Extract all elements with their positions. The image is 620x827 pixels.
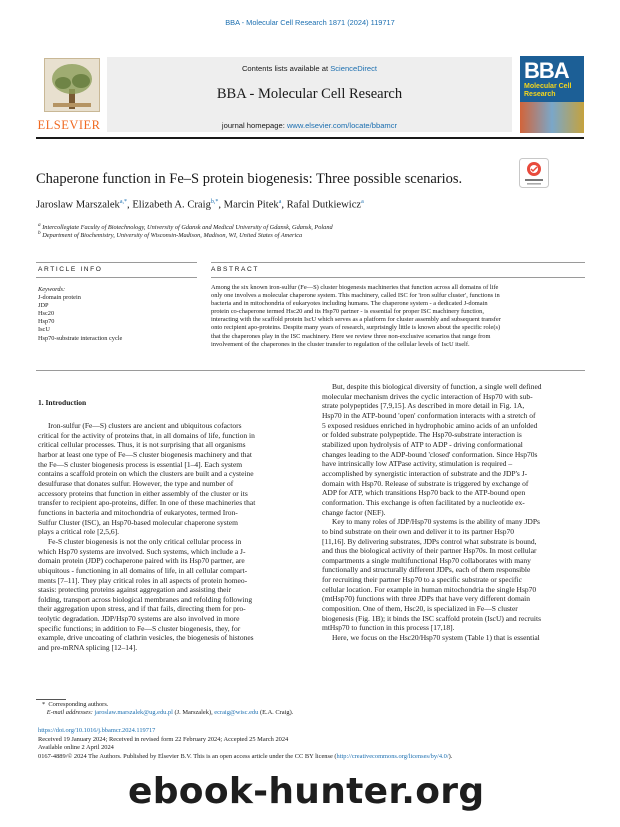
available-online: Available online 2 April 2024 <box>38 744 114 752</box>
body-text-line: composition. One of them, Hsc20, is specialized in Fe—S cluster <box>322 604 518 614</box>
email-owner: (J. Marszalek), <box>174 709 213 717</box>
abstract-text <box>211 284 585 349</box>
corresponding-note: Corresponding authors. <box>48 701 109 708</box>
publication-info <box>38 727 452 761</box>
body-text-line: the Fe—S cluster biogenesis process is essential [1–4]. Each system <box>38 459 243 469</box>
section-heading-introduction: 1. Introduction <box>38 398 87 407</box>
article-info-rule <box>36 277 197 278</box>
journal-cover-image[interactable] <box>520 56 584 133</box>
abstract-line: involvement of the chaperones in the cluster transfer to regulation of the cellular levels of IscU itself. <box>211 340 470 348</box>
author-name: Marcin Pitek <box>223 199 279 211</box>
body-text-line: critical cellular processes. Thus, it is not surprising that all organisms <box>38 440 246 450</box>
body-text-line: transfer to recipient apo-proteins, differ. In one of these machineries that <box>38 498 256 508</box>
body-text-line: functions in bacteria and mitochondria of eukaryotes, termed Iron- <box>38 507 238 517</box>
body-left-column <box>38 421 300 653</box>
body-text-line: harbor at least one type of Fe—S cluster biogenesis machinery and that <box>38 449 252 459</box>
body-text-line: 5 exposed residues enriched in hydrophobic amino acids of an unfolded <box>322 420 538 430</box>
body-text-line: and pre-mRNA splicing [12–14]. <box>38 643 138 653</box>
body-text-line: domain with Hsp70. Release of substrate is triggered by exchange of <box>322 478 529 488</box>
author-affil-sup[interactable]: a <box>361 199 364 205</box>
affiliation-b <box>38 230 302 239</box>
body-text-line: for recruiting their partner Hsp70 to a specific substrate or specific <box>322 575 522 585</box>
article-info-label: ARTICLE INFO <box>38 266 103 273</box>
body-text-line: plays a critical role [2,5,6]. <box>38 527 120 537</box>
footnotes: * Corresponding authors. E-mail addresses: jaroslaw.marszalek@ug.edu.pl (J. Marszalek), ecraig@wisc.edu (E.A. Craig). <box>42 701 294 717</box>
body-text-line: change factor (NEF). <box>322 507 386 517</box>
keywords-block <box>38 286 122 343</box>
header-rule <box>36 137 584 139</box>
body-text-line: example, drive uncoating of clathrin vesicles, the biogenesis of histones <box>38 633 254 643</box>
body-text-line: biogenesis (Fig. 1B); it binds the ISC scaffold protein (IscU) and recruits <box>322 613 541 623</box>
abstract-label: ABSTRACT <box>211 266 259 273</box>
body-text-line: to bind substrate on their own and deliver it to its partner Hsp70 <box>322 526 515 536</box>
body-text-line: teolytic degradation. JDP/Hsp70 systems are also involved in more <box>38 614 240 624</box>
body-text-line: Fe-S cluster biogenesis is not the only critical cellular process in <box>48 536 242 546</box>
doi-link[interactable]: https://doi.org/10.1016/j.bbamcr.2024.119717 <box>38 727 156 734</box>
body-text-line: folding, transport across biological membranes and refolding following <box>38 594 253 604</box>
journal-title: BBA - Molecular Cell Research <box>216 86 403 102</box>
check-for-updates-icon <box>519 158 549 188</box>
keyword: Hsc20 <box>38 310 55 318</box>
body-text-line: Sulfur Cluster (ISC), an Hsp70-based molecular chaperone system <box>38 517 238 527</box>
keyword: J-domain protein <box>38 294 81 302</box>
abstract-line: that the chaperones play in the ISC machinery. Here we review three non-exclusive scenarios that range from <box>211 332 491 340</box>
received-dates: Received 19 January 2024; Received in revised form 22 February 2024; Accepted 25 March 2024 <box>38 735 289 743</box>
body-text-line: cellular location. For example in human mitochondria the single Hsp70 <box>322 584 537 594</box>
affiliation-sup: a <box>38 222 41 228</box>
elsevier-tree-logo-icon <box>44 58 100 112</box>
keyword: Hsp70 <box>38 318 55 326</box>
contents-prefix: Contents lists available at <box>241 64 329 73</box>
author-list: Jaroslaw Marszalek$^{a,*}$, Elizabeth A. Craig$^{b,*}$, Marcin Pitek$^a$, Rafal Dutkiewicz$^a$ <box>36 199 364 211</box>
body-text-line: critical for the activity of proteins that, in all domains of life, function in <box>38 430 255 440</box>
body-text-line: Here, we focus on the Hsc20/Hsp70 system (Table 1) that is essential <box>332 633 540 643</box>
watermark-text: ebook-hunter.org <box>128 771 485 812</box>
cover-subtitle: Molecular Cell Research <box>524 83 572 98</box>
body-text-line: mtHsp70 to function in this process [17,18]. <box>322 623 455 633</box>
homepage-prefix: journal homepage: <box>221 121 285 130</box>
author-affil-sup[interactable]: a,* <box>119 199 128 205</box>
abstract-line: onto recipient apo-proteins. Despite many years of research, surprisingly little is known about the specific role(s) <box>211 324 501 332</box>
body-text-line: and thus the biological activity of their partner Hsp70s. In most cellular <box>322 546 537 556</box>
abstract-rule-top <box>211 262 585 263</box>
contents-line <box>107 64 512 73</box>
author-affil-sup[interactable]: a <box>278 199 282 205</box>
body-text-line: [11,16]. By delivering substrates, JDPs control what substrate is bound, <box>322 536 537 546</box>
license-line <box>38 753 452 762</box>
keyword: JDP <box>38 302 49 310</box>
homepage-line <box>107 121 512 130</box>
body-text-line: ments [7–11]. They play critical roles in all aspects of protein homeo- <box>38 575 248 585</box>
cover-title: BBA <box>524 58 569 83</box>
body-text-line: But, despite this biological diversity of function, a single well defined <box>332 382 542 391</box>
abstract-line: interacting with the scaffold protein IscU which serves as a platform for cluster assembly and subsequent transfer <box>211 316 501 324</box>
body-text-line: their aggregation upon stress, and if that fails, directing them for pro- <box>38 604 246 614</box>
sciencedirect-link[interactable]: ScienceDirect <box>330 64 378 73</box>
body-text-line: strate polypeptides [7,9,15]. As described in more detail in Fig. 1A, <box>322 401 525 411</box>
email-link-marszalek[interactable]: jaroslaw.marszalek@ug.edu.pl <box>94 709 173 717</box>
affiliation-sup: b <box>38 230 41 236</box>
body-text-line: functionally and structurally different JDPs, each of them responsible <box>322 565 531 575</box>
email-label: E-mail addresses: <box>46 709 93 717</box>
keywords-label: Keywords: <box>38 286 66 293</box>
body-text-line: contains a scaffold protein on which the clusters are built and a cysteine <box>38 469 254 479</box>
license-suffix: ). <box>448 752 453 760</box>
keyword: Hsp70-substrate interaction cycle <box>38 334 123 342</box>
license-text: 0167-4889/© 2024 The Authors. Published by Elsevier B.V. This is an open access article under the CC BY license ( <box>38 752 337 760</box>
body-text-line: molecular mechanism drives the cyclic interaction of Hsp70 with sub- <box>322 391 533 401</box>
article-info-rule-top <box>36 262 197 263</box>
body-text-line: accessory proteins that function in either assembly of the cluster or its <box>38 488 248 498</box>
author-name: Elizabeth A. Craig <box>132 199 211 211</box>
author-affil-sup[interactable]: b,* <box>210 199 219 205</box>
body-text-line: Key to many roles of JDP/Hsp70 systems is the ability of many JDPs <box>332 517 540 527</box>
body-text-line: ADP for ATP, which transitions Hsp70 back to the ATP-bound open <box>322 488 526 498</box>
author-name: Jaroslaw Marszalek <box>36 199 120 211</box>
email-link-craig[interactable]: ecraig@wisc.edu <box>214 709 259 717</box>
body-text-line: accomplished by synergistic interaction of substrate and the JDP's J- <box>322 468 528 478</box>
body-text-line: Hsp70 in the ATP-bound 'open' conformation interacts with a stretch of <box>322 410 536 420</box>
elsevier-wordmark[interactable]: ELSEVIER <box>37 118 101 132</box>
body-right-column <box>322 382 585 643</box>
journal-homepage-link[interactable]: www.elsevier.com/locate/bbamcr <box>286 121 398 130</box>
body-text-line: stabilized upon hydrolysis of ATP to ADP - driving conformational <box>322 439 523 449</box>
body-text-line: domain protein (JDP) cochaperone paired with its Hsp70 partner, are <box>38 556 245 566</box>
affiliation-text: Intercollegiate Faculty of Biotechnology, University of Gdansk and Medical University of Gdansk, Gdansk, Poland <box>42 224 333 232</box>
running-citation[interactable]: BBA - Molecular Cell Research 1871 (2024) 119717 <box>225 18 395 27</box>
footnote-rule <box>36 699 66 700</box>
abstract-line: Among the six known iron-sulfur (Fe—S) cluster biogenesis machineries that function across all domains of life <box>211 284 499 291</box>
body-text-line: specific functions; in addition to Fe—S cluster biogenesis, they, for <box>38 623 241 633</box>
body-text-line: which Hsp70 systems are involved. Such systems, which include a J- <box>38 546 246 556</box>
body-text-line: or folded substrate polypeptide. The Hsp70-substrate interaction is <box>322 430 522 440</box>
affiliation-text: Department of Biochemistry, University of Wisconsin-Madison, Madison, WI, United States of America <box>42 232 303 240</box>
article-title: Chaperone function in Fe–S protein biogenesis: Three possible scenarios. <box>36 171 463 187</box>
abstract-line: protein co-chaperone termed Hsc20 and its Hsp70 partner - is essential for proper ISC machinery function, <box>211 308 484 316</box>
body-text-line: stasis: protecting proteins against aggregation and assisting their <box>38 585 232 595</box>
cover-art <box>520 102 584 133</box>
keyword: IscU <box>38 326 50 334</box>
body-text-line: Iron-sulfur (Fe—S) clusters are ancient and ubiquitous cofactors <box>48 421 242 430</box>
body-text-line: ubiquitous - functioning in all domains of life, in all cellular compart- <box>38 565 248 575</box>
body-text-line: have intrinsically low ATPase activity, stimulation is required – <box>322 459 513 469</box>
body-text-line: changes leading to the ADP-bound 'closed' conformation. Since Hsp70s <box>322 449 538 459</box>
license-link[interactable]: http://creativecommons.org/licenses/by/4.0/ <box>336 752 449 760</box>
abstract-line: bacteria and in mitochondria of eukaryotes including humans. The chaperone system - a dedicated J-domain <box>211 300 488 308</box>
check-for-updates-button[interactable] <box>519 158 549 188</box>
author-name: Rafal Dutkiewicz <box>286 199 362 211</box>
abstract-rule <box>211 277 585 278</box>
abstract-rule-bottom <box>36 370 585 371</box>
body-text-line: (mtHsp70) functions with three JDPs that have very different domain <box>322 594 530 604</box>
body-text-line: desulfurase that donates sulfur. However, the type and number of <box>38 478 234 488</box>
email-owner: (E.A. Craig). <box>259 709 294 717</box>
abstract-line: only one involves a molecular chaperone system. This machinery, called ISC for 'iron sulfur cluster', functions in <box>211 292 500 300</box>
body-text-line: conformation. This exchange is often facilitated by a nucleotide ex- <box>322 497 525 507</box>
body-text-line: compartments a single multifunctional Hsp70 collaborates with many <box>322 555 531 565</box>
